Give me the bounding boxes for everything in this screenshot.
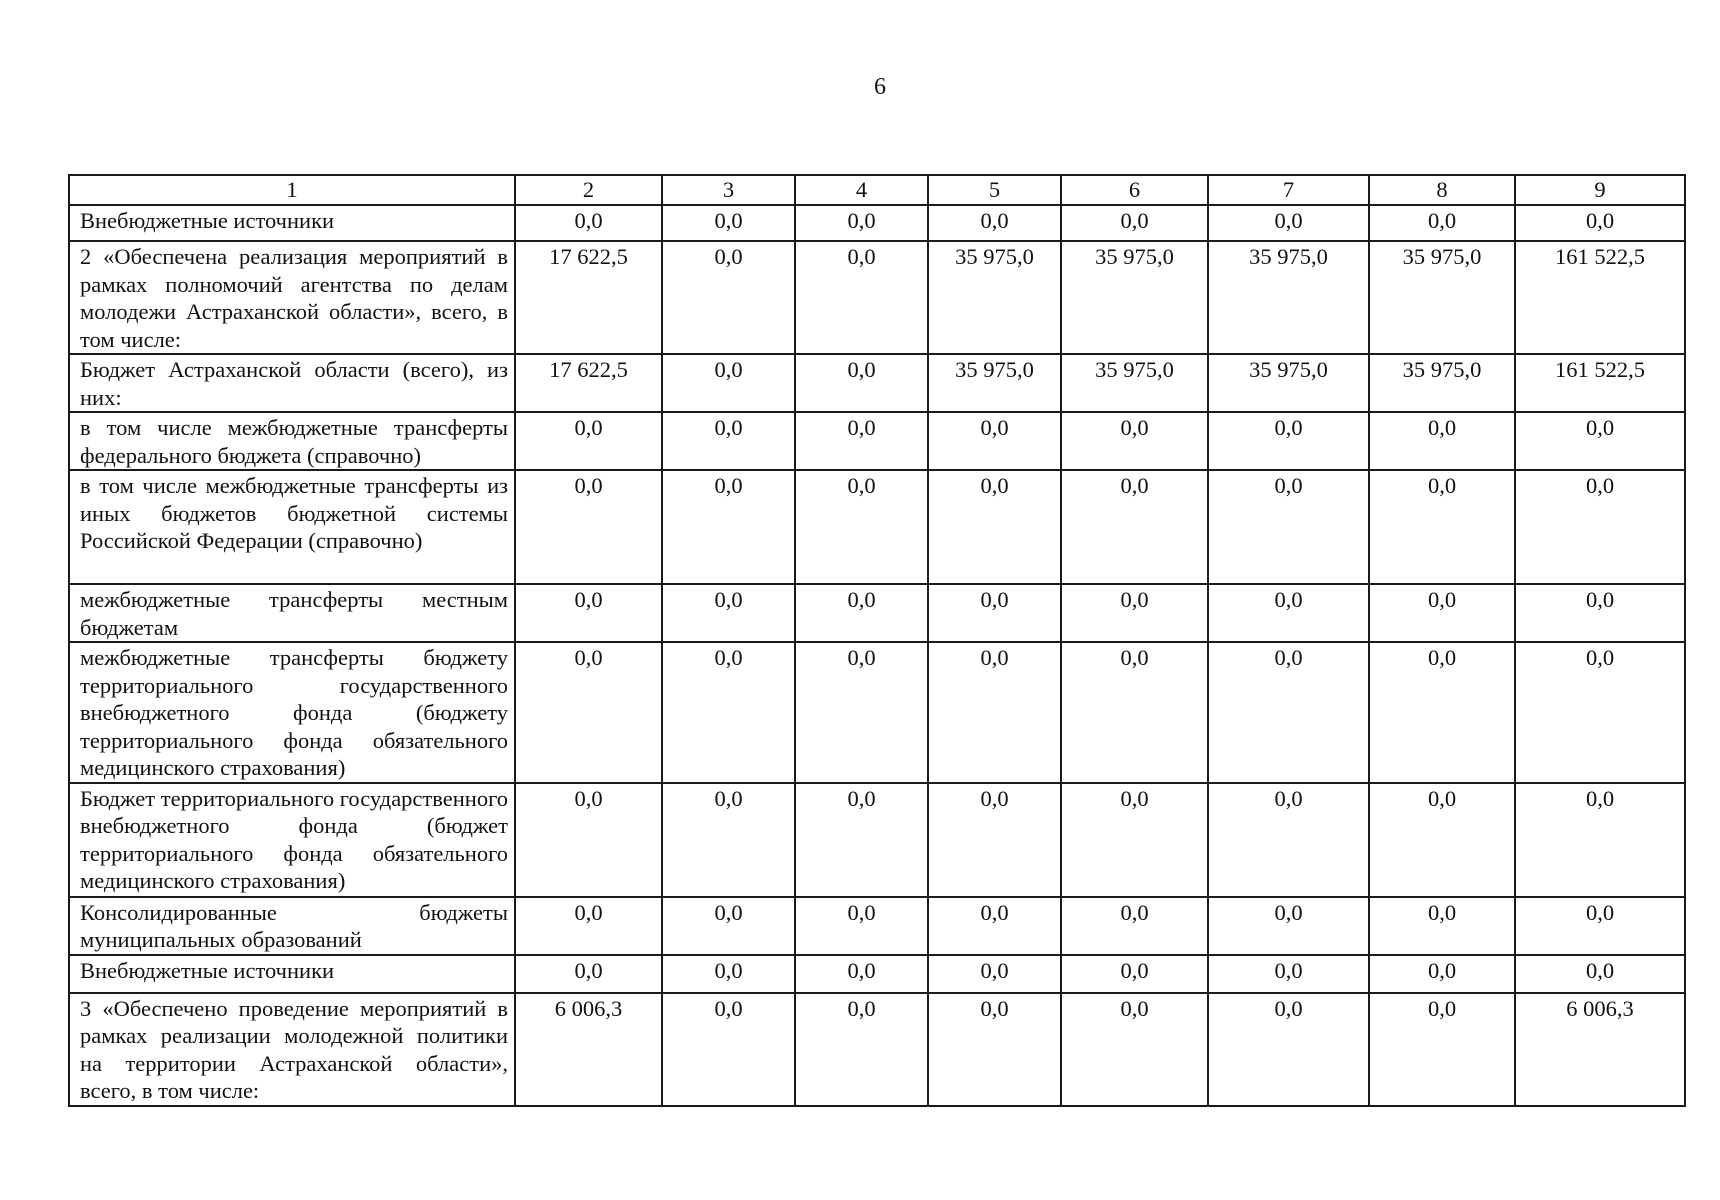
value-cell: 0,0 bbox=[1208, 584, 1369, 642]
value-cell: 0,0 bbox=[795, 897, 928, 955]
value-cell: 0,0 bbox=[662, 897, 795, 955]
table-row bbox=[69, 205, 1685, 241]
table-row bbox=[69, 642, 1685, 783]
header-cell: 8 bbox=[1369, 175, 1515, 205]
table-row bbox=[69, 993, 1685, 1106]
value-cell: 0,0 bbox=[1208, 470, 1369, 584]
value-cell: 0,0 bbox=[1369, 897, 1515, 955]
value-cell: 0,0 bbox=[795, 241, 928, 354]
table-row bbox=[69, 584, 1685, 642]
value-cell: 0,0 bbox=[795, 354, 928, 412]
table-header-row bbox=[69, 175, 1685, 205]
value-cell: 0,0 bbox=[1369, 205, 1515, 241]
value-cell: 0,0 bbox=[1369, 584, 1515, 642]
header-cell: 7 bbox=[1208, 175, 1369, 205]
value-cell: 0,0 bbox=[1208, 412, 1369, 470]
value-cell: 35 975,0 bbox=[1208, 241, 1369, 354]
value-cell: 0,0 bbox=[795, 993, 928, 1106]
value-cell: 0,0 bbox=[515, 412, 662, 470]
value-cell: 0,0 bbox=[1061, 470, 1208, 584]
page-number: 6 bbox=[874, 74, 886, 100]
value-cell: 0,0 bbox=[1208, 642, 1369, 783]
value-cell: 0,0 bbox=[1208, 205, 1369, 241]
value-cell: 0,0 bbox=[1061, 783, 1208, 897]
table-row bbox=[69, 354, 1685, 412]
value-cell: 0,0 bbox=[928, 897, 1061, 955]
header-cell: 9 bbox=[1515, 175, 1685, 205]
value-cell: 0,0 bbox=[1061, 205, 1208, 241]
table-row bbox=[69, 955, 1685, 993]
value-cell: 0,0 bbox=[1061, 897, 1208, 955]
row-label: Внебюджетные источники bbox=[69, 955, 515, 993]
value-cell: 35 975,0 bbox=[928, 241, 1061, 354]
row-label: Бюджет Астраханской области (всего), из них: bbox=[69, 354, 515, 412]
value-cell: 0,0 bbox=[515, 897, 662, 955]
value-cell: 0,0 bbox=[1515, 897, 1685, 955]
value-cell: 0,0 bbox=[1208, 897, 1369, 955]
table-row bbox=[69, 241, 1685, 354]
value-cell: 0,0 bbox=[662, 354, 795, 412]
value-cell: 0,0 bbox=[1369, 470, 1515, 584]
value-cell: 0,0 bbox=[515, 642, 662, 783]
value-cell: 0,0 bbox=[1061, 642, 1208, 783]
value-cell: 35 975,0 bbox=[1061, 241, 1208, 354]
value-cell: 0,0 bbox=[662, 205, 795, 241]
value-cell: 0,0 bbox=[1061, 584, 1208, 642]
value-cell: 0,0 bbox=[1515, 642, 1685, 783]
value-cell: 0,0 bbox=[928, 470, 1061, 584]
row-label: Бюджет территориального государственного внебюджетного фонда (бюджет территориального фонда обязательного медицинского страхования) bbox=[69, 783, 515, 897]
row-label: 2 «Обеспечена реализация мероприятий в рамках полномочий агентства по делам молодежи Астраханской области», всего, в том числе: bbox=[69, 241, 515, 354]
row-label: межбюджетные трансферты местным бюджетам bbox=[69, 584, 515, 642]
value-cell: 0,0 bbox=[928, 412, 1061, 470]
row-label: в том числе межбюджетные трансферты из иных бюджетов бюджетной системы Российской Федерации (справочно) bbox=[69, 470, 515, 584]
value-cell: 0,0 bbox=[928, 993, 1061, 1106]
value-cell: 0,0 bbox=[1369, 993, 1515, 1106]
value-cell: 0,0 bbox=[928, 642, 1061, 783]
value-cell: 0,0 bbox=[795, 642, 928, 783]
value-cell: 0,0 bbox=[1061, 412, 1208, 470]
value-cell: 0,0 bbox=[795, 470, 928, 584]
value-cell: 0,0 bbox=[795, 783, 928, 897]
value-cell: 161 522,5 bbox=[1515, 241, 1685, 354]
value-cell: 0,0 bbox=[795, 412, 928, 470]
value-cell: 0,0 bbox=[1515, 470, 1685, 584]
value-cell: 0,0 bbox=[1208, 955, 1369, 993]
table-body bbox=[69, 175, 1685, 1106]
budget-table bbox=[68, 174, 1686, 1107]
value-cell: 35 975,0 bbox=[928, 354, 1061, 412]
value-cell: 0,0 bbox=[1369, 955, 1515, 993]
value-cell: 0,0 bbox=[515, 955, 662, 993]
header-cell: 1 bbox=[69, 175, 515, 205]
value-cell: 0,0 bbox=[1208, 993, 1369, 1106]
value-cell: 0,0 bbox=[515, 205, 662, 241]
value-cell: 0,0 bbox=[1369, 412, 1515, 470]
value-cell: 0,0 bbox=[795, 205, 928, 241]
value-cell: 0,0 bbox=[662, 470, 795, 584]
value-cell: 0,0 bbox=[795, 955, 928, 993]
value-cell: 0,0 bbox=[1515, 412, 1685, 470]
table-row bbox=[69, 412, 1685, 470]
value-cell: 35 975,0 bbox=[1369, 241, 1515, 354]
value-cell: 0,0 bbox=[662, 955, 795, 993]
table-row bbox=[69, 897, 1685, 955]
value-cell: 161 522,5 bbox=[1515, 354, 1685, 412]
value-cell: 0,0 bbox=[662, 241, 795, 354]
value-cell: 35 975,0 bbox=[1369, 354, 1515, 412]
header-cell: 2 bbox=[515, 175, 662, 205]
value-cell: 0,0 bbox=[1369, 642, 1515, 783]
value-cell: 0,0 bbox=[1369, 783, 1515, 897]
header-cell: 6 bbox=[1061, 175, 1208, 205]
value-cell: 0,0 bbox=[515, 470, 662, 584]
value-cell: 0,0 bbox=[795, 584, 928, 642]
value-cell: 0,0 bbox=[662, 584, 795, 642]
header-cell: 3 bbox=[662, 175, 795, 205]
value-cell: 0,0 bbox=[1515, 783, 1685, 897]
value-cell: 0,0 bbox=[928, 205, 1061, 241]
value-cell: 0,0 bbox=[1061, 955, 1208, 993]
row-label: межбюджетные трансферты бюджету территориального государственного внебюджетного фонда (бюджету территориального фонда обязательного медицинского страхования) bbox=[69, 642, 515, 783]
value-cell: 35 975,0 bbox=[1208, 354, 1369, 412]
header-cell: 4 bbox=[795, 175, 928, 205]
value-cell: 17 622,5 bbox=[515, 241, 662, 354]
value-cell: 0,0 bbox=[515, 783, 662, 897]
row-label: 3 «Обеспечено проведение мероприятий в рамках реализации молодежной политики на территории Астраханской области», всего, в том числе: bbox=[69, 993, 515, 1106]
row-label: в том числе межбюджетные трансферты федерального бюджета (справочно) bbox=[69, 412, 515, 470]
value-cell: 0,0 bbox=[1208, 783, 1369, 897]
row-label: Консолидированные бюджеты муниципальных образований bbox=[69, 897, 515, 955]
value-cell: 0,0 bbox=[928, 783, 1061, 897]
table-row bbox=[69, 470, 1685, 584]
value-cell: 0,0 bbox=[1515, 584, 1685, 642]
value-cell: 0,0 bbox=[662, 993, 795, 1106]
value-cell: 0,0 bbox=[1515, 955, 1685, 993]
value-cell: 0,0 bbox=[1061, 993, 1208, 1106]
row-label: Внебюджетные источники bbox=[69, 205, 515, 241]
header-cell: 5 bbox=[928, 175, 1061, 205]
table-row bbox=[69, 783, 1685, 897]
value-cell: 17 622,5 bbox=[515, 354, 662, 412]
value-cell: 0,0 bbox=[662, 783, 795, 897]
value-cell: 0,0 bbox=[1515, 205, 1685, 241]
value-cell: 0,0 bbox=[928, 955, 1061, 993]
value-cell: 0,0 bbox=[662, 642, 795, 783]
value-cell: 35 975,0 bbox=[1061, 354, 1208, 412]
value-cell: 0,0 bbox=[662, 412, 795, 470]
value-cell: 0,0 bbox=[928, 584, 1061, 642]
value-cell: 0,0 bbox=[515, 584, 662, 642]
value-cell: 6 006,3 bbox=[515, 993, 662, 1106]
value-cell: 6 006,3 bbox=[1515, 993, 1685, 1106]
